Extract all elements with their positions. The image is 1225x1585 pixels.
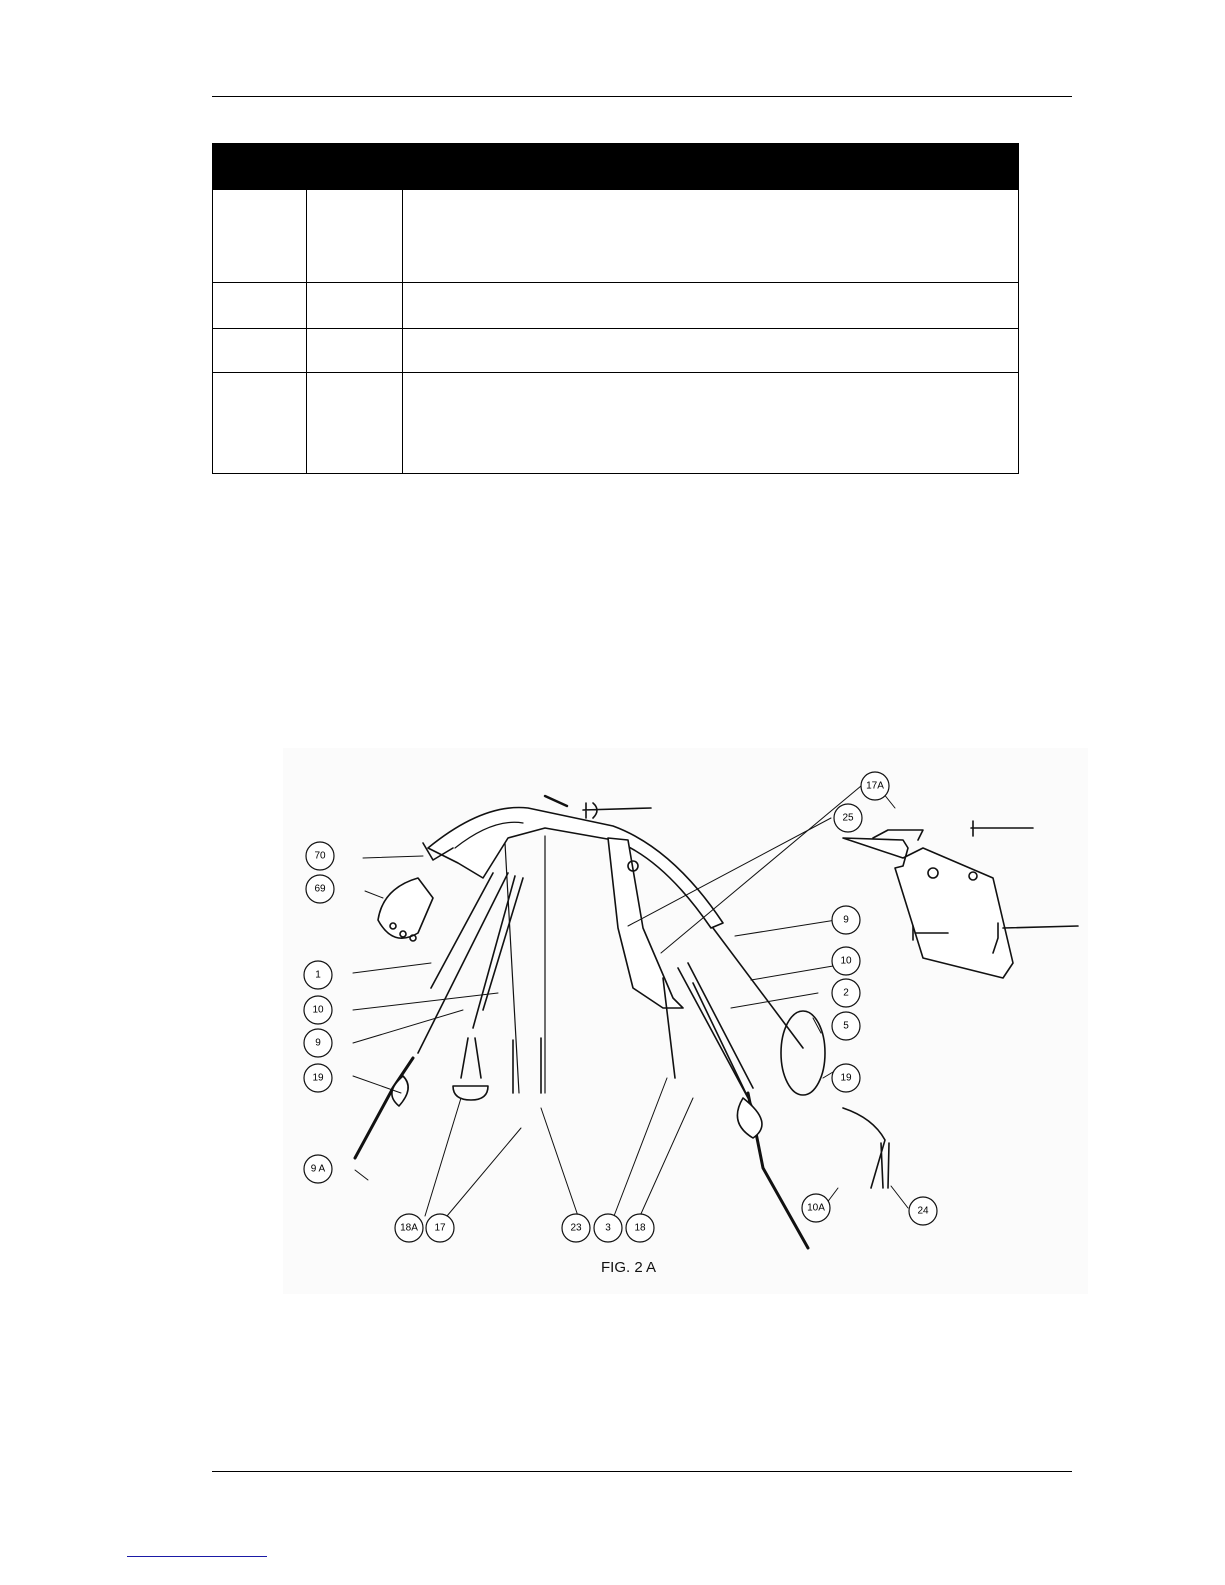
rigging-diagram [283, 748, 1088, 1294]
svg-text:9: 9 [843, 914, 849, 926]
callout-17a [861, 772, 889, 800]
callout-69 [306, 875, 334, 903]
callout-10-right [832, 947, 860, 975]
table-cell [307, 373, 403, 474]
callout-5 [832, 1012, 860, 1040]
svg-text:1: 1 [315, 969, 321, 981]
wire-9-right [713, 928, 803, 1048]
rigging-diagram-figure [283, 748, 1088, 1294]
table-cell [403, 373, 1019, 474]
svg-text:10: 10 [840, 955, 852, 967]
rope-9a [355, 1058, 413, 1158]
figure-caption: FIG. 2 A [601, 1259, 657, 1276]
ring-5 [781, 1011, 825, 1095]
detail-17a-plate [843, 838, 1013, 978]
table-cell [307, 190, 403, 283]
callout-23 [562, 1214, 590, 1242]
svg-text:19: 19 [312, 1072, 324, 1084]
callout-19-right [832, 1064, 860, 1092]
callout-9a [304, 1155, 332, 1183]
footer-rule [212, 1471, 1072, 1472]
svg-text:23: 23 [570, 1222, 582, 1234]
wire-shackle [483, 878, 523, 1010]
table-row [213, 283, 1019, 329]
svg-text:25: 25 [842, 812, 854, 824]
svg-text:10: 10 [312, 1004, 324, 1016]
callout-1 [304, 961, 332, 989]
footnote-separator [127, 1556, 267, 1557]
callout-17 [426, 1214, 454, 1242]
line-24 [843, 1108, 889, 1188]
mast-top [505, 836, 545, 1093]
table-cell [307, 329, 403, 373]
table-cell [307, 283, 403, 329]
svg-text:3: 3 [605, 1222, 611, 1234]
svg-text:17: 17 [434, 1222, 446, 1234]
svg-text:69: 69 [314, 883, 326, 895]
callout-24 [909, 1197, 937, 1225]
callout-18a [395, 1214, 423, 1242]
table-cell [403, 190, 1019, 283]
table-row [213, 190, 1019, 283]
callout-2 [832, 979, 860, 1007]
svg-text:70: 70 [314, 850, 326, 862]
svg-text:24: 24 [917, 1205, 929, 1217]
svg-text:18: 18 [634, 1222, 646, 1234]
detail-bolt [971, 821, 1033, 836]
parts-table [212, 143, 1019, 474]
svg-text:10A: 10A [807, 1202, 825, 1214]
table-cell [403, 329, 1019, 373]
callout-3 [594, 1214, 622, 1242]
callout-25 [834, 804, 862, 832]
table-cell [213, 283, 307, 329]
left-block [378, 878, 433, 938]
svg-text:9: 9 [315, 1037, 321, 1049]
svg-text:18A: 18A [400, 1222, 418, 1234]
table-row [213, 373, 1019, 474]
wire-2 [678, 968, 748, 1098]
callout-10 [304, 996, 332, 1024]
wire-10-right [688, 963, 753, 1088]
header-rule [212, 96, 1072, 97]
callout-70 [306, 842, 334, 870]
callout-19 [304, 1064, 332, 1092]
svg-text:17A: 17A [866, 780, 884, 792]
bolt [583, 803, 651, 818]
svg-text:2: 2 [843, 987, 849, 999]
table-cell [213, 190, 307, 283]
wire-18 [693, 983, 753, 1108]
shackle-18a [453, 1038, 488, 1100]
svg-text:5: 5 [843, 1020, 849, 1032]
callout-9 [304, 1029, 332, 1057]
callout-10a [802, 1194, 830, 1222]
table-cell [403, 283, 1019, 329]
table-row [213, 329, 1019, 373]
callout-18 [626, 1214, 654, 1242]
table-header-bar [213, 144, 1019, 190]
svg-text:19: 19 [840, 1072, 852, 1084]
table-cell [213, 373, 307, 474]
table-cell [213, 329, 307, 373]
wire-1 [431, 873, 493, 988]
callout-9-right [832, 906, 860, 934]
svg-text:9 A: 9 A [310, 1163, 326, 1175]
